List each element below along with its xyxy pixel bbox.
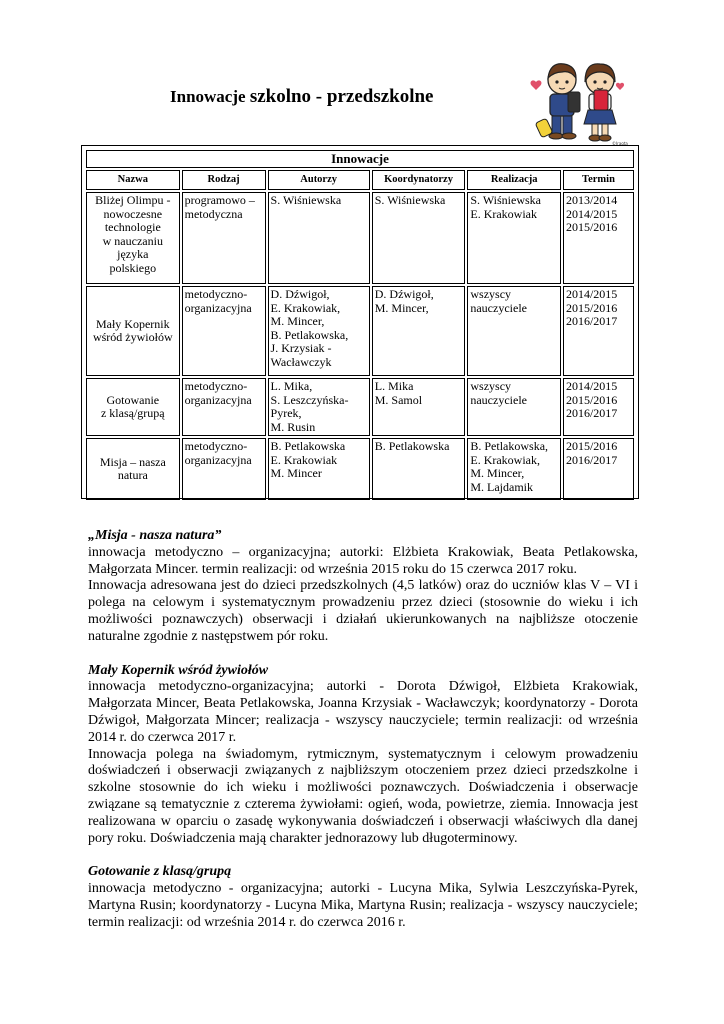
- cell-line: M. Mincer: [270, 466, 322, 480]
- cell-koordynatorzy: [372, 286, 466, 376]
- cell-realizacja: [467, 438, 561, 500]
- cell-line: E. Krakowiak: [470, 206, 538, 221]
- cell-line: natura: [117, 468, 148, 482]
- cell-line: Wacławczyk: [270, 354, 332, 369]
- cell-line: 2015/2016: [565, 439, 618, 453]
- heart-icon: [531, 80, 542, 90]
- section-paragraph: innowacja metodyczno-organizacyjna; autorki - Dorota Dźwigoł, Elżbieta Krakowiak, Małgorzata Mincer, Beata Petlakowska, Joanna Krzysiak - Wacławczyk; koordynatorzy - Dorota Dźwigoł, Małgorzata Mincer; realizacja - wszyscy nauczyciele; termin realizacji: od września 2014 r. do czerwca 2017 r.: [88, 679, 638, 745]
- cell-line: z klasą/grupą: [100, 406, 165, 420]
- cell-line: wszyscy: [470, 379, 512, 393]
- cell-line: Bliżej Olimpu -: [95, 193, 171, 207]
- cell-termin: [563, 192, 634, 284]
- cell-nazwa: [86, 286, 180, 376]
- cell-line: 2014/2015: [565, 379, 618, 393]
- cell-termin: [563, 378, 634, 436]
- cell-rodzaj: [182, 192, 266, 284]
- cell-line: metodyczno-: [184, 439, 248, 453]
- cell-autorzy: [268, 378, 370, 436]
- cell-line: technologie: [104, 220, 161, 234]
- cell-rodzaj: [182, 286, 266, 376]
- table-caption: Innowacje: [86, 150, 634, 168]
- cell-koordynatorzy: [372, 378, 466, 436]
- cell-line: 2015/2016: [565, 300, 618, 315]
- cell-line: S. Wiśniewska: [470, 193, 541, 207]
- table-row: [86, 192, 634, 284]
- cell-line: M. Mincer,: [470, 466, 525, 480]
- section-gap: [88, 847, 638, 864]
- cell-line: metodyczna: [184, 206, 243, 221]
- cell-line: 2013/2014: [565, 193, 618, 207]
- cell-line: 2014/2015: [565, 206, 618, 221]
- cell-nazwa: [86, 192, 180, 284]
- page-title: [170, 86, 434, 108]
- cell-line: E. Krakowiak: [270, 452, 338, 467]
- cell-line: B. Petlakowska,: [270, 327, 349, 342]
- cell-termin: [563, 286, 634, 376]
- cell-autorzy: [268, 286, 370, 376]
- cell-line: L. Mika: [374, 379, 414, 393]
- cell-line: nowoczesne: [103, 206, 163, 221]
- cell-line: E. Krakowiak,: [270, 300, 341, 315]
- cell-line: Mały Kopernik: [95, 316, 170, 331]
- image-credit: ©Iraqta: [612, 141, 628, 146]
- cell-line: Misja – nasza: [99, 454, 166, 469]
- cell-line: nauczyciele: [470, 300, 527, 315]
- table-row: [86, 286, 634, 376]
- cell-line: organizacyjna: [184, 300, 252, 315]
- cell-line: języka: [117, 247, 149, 261]
- cell-line: M. Mincer,: [374, 300, 429, 315]
- cell-line: 2016/2017: [565, 452, 618, 467]
- cell-line: M. Rusin: [270, 419, 316, 434]
- children-illustration: [528, 54, 632, 146]
- cell-line: 2015/2016: [565, 392, 618, 407]
- cell-termin: [563, 438, 634, 500]
- column-header-realizacja: Realizacja: [467, 170, 561, 190]
- title-part1: Innowacje: [170, 87, 246, 106]
- cell-line: organizacyjna: [184, 392, 252, 407]
- cell-line: L. Mika,: [270, 379, 313, 393]
- title-part2: szkolno - przedszkolne: [249, 86, 434, 107]
- cell-realizacja: [467, 286, 561, 376]
- cell-line: B. Petlakowska: [374, 439, 450, 453]
- cell-line: 2016/2017: [565, 406, 618, 420]
- innovations-table-frame: [81, 145, 639, 499]
- cell-realizacja: [467, 378, 561, 436]
- cell-koordynatorzy: [372, 438, 466, 500]
- cell-line: polskiego: [109, 260, 157, 275]
- cell-line: S. Wiśniewska: [270, 193, 342, 207]
- cell-line: B. Petlakowska: [270, 439, 346, 453]
- innovations-table: [84, 148, 636, 502]
- cell-realizacja: [467, 192, 561, 284]
- cell-autorzy: [268, 438, 370, 500]
- cell-line: wszyscy: [470, 287, 512, 301]
- section-heading: „Misja - nasza natura”: [88, 528, 222, 543]
- cell-koordynatorzy: [372, 192, 466, 284]
- cell-nazwa: [86, 438, 180, 500]
- column-header-nazwa: Nazwa: [86, 170, 180, 190]
- cell-line: Pyrek,: [270, 406, 302, 420]
- cell-line: E. Krakowiak,: [470, 452, 541, 467]
- section-paragraph: innowacja metodyczno – organizacyjna; autorki: Elżbieta Krakowiak, Beata Petlakowska, Małgorzata Mincer. termin realizacji: od września 2015 roku do 15 czerwca 2017 roku.: [88, 544, 638, 577]
- cell-line: M. Mincer,: [270, 314, 325, 328]
- cell-rodzaj: [182, 438, 266, 500]
- cell-line: wśród żywiołów: [92, 330, 173, 344]
- heart-icon: [616, 83, 624, 90]
- cell-line: metodyczno-: [184, 379, 248, 393]
- cell-line: D. Dźwigoł,: [374, 287, 434, 301]
- table-row: [86, 438, 634, 500]
- column-header-koordynatorzy: Koordynatorzy: [372, 170, 466, 190]
- section-paragraph: Innowacja polega na świadomym, rytmicznym, systematycznym i celowym prowadzeniu doświadczeń i obserwacji związanych z najbliższym otoczeniem przez dzieci przedszkolne i szkolne stosownie do ich wieku i możliwości poznawczych. Doświadczenia i obserwacje związane są tematycznie z czterema żywiołami: ogień, woda, powietrze, ziemia. Innowacja jest realizowana w oparciu o zasadę wykonywania doświadczeń i obserwacji właściwych dla danej pory roku. Doświadczenia mają charakter jednorazowy lub długoterminowy.: [88, 746, 638, 846]
- column-header-termin: Termin: [563, 170, 634, 190]
- section-heading: Mały Kopernik wśród żywiołów: [88, 662, 269, 678]
- cell-line: w nauczaniu: [102, 233, 163, 248]
- cell-line: programowo –: [184, 193, 255, 207]
- cell-line: S. Leszczyńska-: [270, 392, 349, 407]
- column-header-rodzaj: Rodzaj: [182, 170, 266, 190]
- cell-line: M. Samol: [374, 392, 423, 407]
- cell-line: organizacyjna: [184, 452, 252, 467]
- cell-line: Gotowanie: [106, 392, 160, 407]
- cell-line: B. Petlakowska,: [470, 439, 549, 453]
- cell-line: S. Wiśniewska: [374, 193, 446, 207]
- cell-line: 2016/2017: [565, 314, 618, 328]
- section-heading: Gotowanie z klasą/grupą: [88, 864, 232, 880]
- table-body: [86, 192, 634, 500]
- cell-nazwa: [86, 378, 180, 436]
- column-header-autorzy: Autorzy: [268, 170, 370, 190]
- cell-line: J. Krzysiak -: [270, 341, 332, 355]
- section-paragraph: Innowacja adresowana jest do dzieci przedszkolnych (4,5 latków) oraz do uczniów klas V – VI i polega na celowym i systematycznym prowadzeniu przez dzieci (stosownie do wieku i ich możliwości poznawczych) obserwacji i działań ukierunkowanych na najbliższe otoczenie naturalne zgodnie z następstwem pór roku.: [88, 578, 638, 644]
- description-sections: [88, 528, 638, 932]
- section-paragraph: innowacja metodyczno - organizacyjna; autorki - Lucyna Mika, Sylwia Leszczyńska-Pyrek, Martyna Rusin; koordynatorzy - Lucyna Mika, Martyna Rusin; realizacja - wszyscy nauczyciele; termin realizacji: od września 2014 r. do czerwca 2016 r.: [88, 881, 638, 930]
- cell-line: 2014/2015: [565, 287, 618, 301]
- cell-line: M. Lajdamik: [470, 479, 534, 494]
- section-gap: [88, 646, 638, 663]
- table-row: [86, 378, 634, 436]
- cell-autorzy: [268, 192, 370, 284]
- cell-line: metodyczno-: [184, 287, 248, 301]
- cell-rodzaj: [182, 378, 266, 436]
- cell-line: nauczyciele: [470, 392, 527, 407]
- cell-line: D. Dźwigoł,: [270, 287, 330, 301]
- cell-line: 2015/2016: [565, 220, 618, 234]
